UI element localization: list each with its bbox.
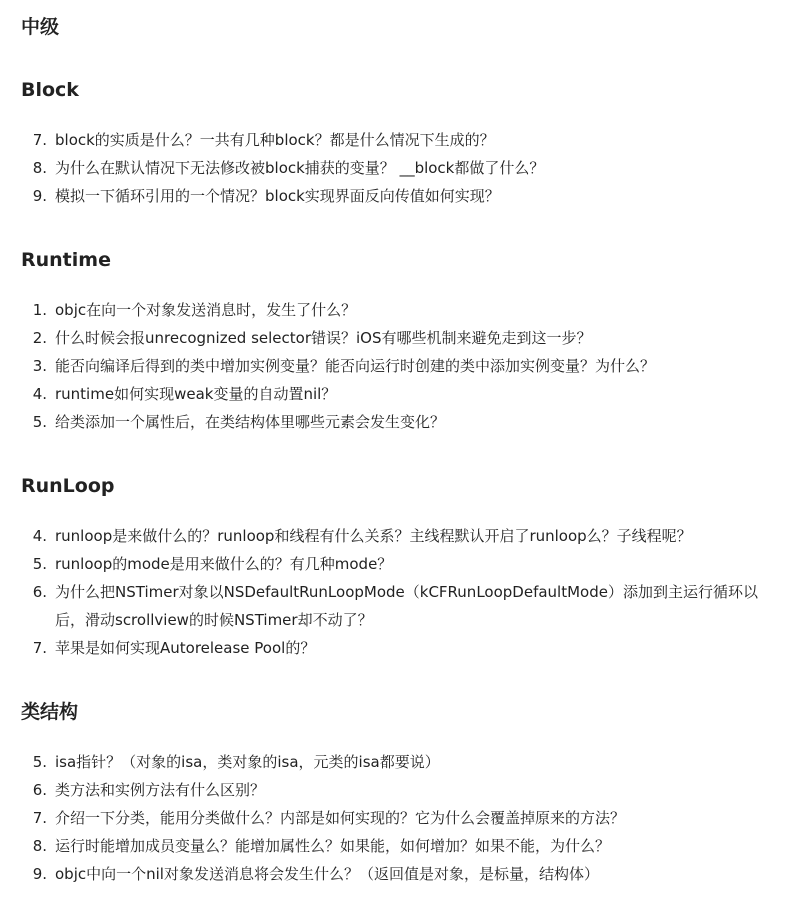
item-number: 8. xyxy=(32,837,47,855)
item-text: runloop的mode是用来做什么的？有几种mode？ xyxy=(55,555,393,573)
item-text: 介绍一下分类，能用分类做什么？内部是如何实现的？它为什么会覆盖掉原来的方法？ xyxy=(55,809,626,827)
item-number: 5. xyxy=(32,753,47,771)
item-text: 给类添加一个属性后，在类结构体里哪些元素会发生变化？ xyxy=(55,413,446,431)
runloop-question-list xyxy=(0,522,793,662)
item-text: block的实质是什么？一共有几种block？都是什么情况下生成的？ xyxy=(55,131,495,149)
list-item xyxy=(0,154,793,182)
item-number: 1. xyxy=(32,301,47,319)
list-item xyxy=(0,634,793,662)
item-number: 9. xyxy=(32,865,47,883)
item-text: runtime如何实现weak变量的自动置nil？ xyxy=(55,385,337,403)
item-number: 7. xyxy=(32,131,47,149)
runtime-question-list xyxy=(0,296,793,436)
item-text: 为什么把NSTimer对象以NSDefaultRunLoopMode（kCFRunLoopDefaultMode）添加到主运行循环以后，滑动scrollview的时候NSTimer却不动了？ xyxy=(55,583,758,629)
item-text: 能否向编译后得到的类中增加实例变量？能否向运行时创建的类中添加实例变量？为什么？ xyxy=(55,357,656,375)
list-item xyxy=(0,182,793,210)
list-item xyxy=(0,126,793,154)
list-item xyxy=(0,550,793,578)
list-item xyxy=(0,748,793,776)
list-item xyxy=(0,296,793,324)
item-number: 8. xyxy=(32,159,47,177)
item-text: 什么时候会报unrecognized selector错误？iOS有哪些机制来避免走到这一步？ xyxy=(55,329,592,347)
item-number: 7. xyxy=(32,639,47,657)
item-number: 6. xyxy=(32,781,47,799)
item-text: isa指针？（对象的isa，类对象的isa，元类的isa都要说） xyxy=(55,753,440,771)
list-item xyxy=(0,860,793,888)
section-title: RunLoop xyxy=(21,475,115,497)
item-text: 为什么在默认情况下无法修改被block捕获的变量？ __block都做了什么？ xyxy=(55,159,545,177)
item-number: 5. xyxy=(32,555,47,573)
list-item xyxy=(0,408,793,436)
item-text: objc中向一个nil对象发送消息将会发生什么？（返回值是对象，是标量，结构体） xyxy=(55,865,599,883)
item-text: 类方法和实例方法有什么区别？ xyxy=(55,781,266,799)
item-number: 4. xyxy=(32,385,47,403)
section-title: Block xyxy=(21,79,79,101)
section-title: Runtime xyxy=(21,249,111,271)
list-item xyxy=(0,522,793,550)
item-number: 5. xyxy=(32,413,47,431)
list-item xyxy=(0,352,793,380)
item-number: 3. xyxy=(32,357,47,375)
class-structure-question-list xyxy=(0,748,793,888)
section-title: 类结构 xyxy=(21,701,79,723)
block-question-list xyxy=(0,126,793,210)
level-title: 中级 xyxy=(21,16,60,38)
item-text: 模拟一下循环引用的一个情况？block实现界面反向传值如何实现？ xyxy=(55,187,500,205)
item-number: 2. xyxy=(32,329,47,347)
list-item xyxy=(0,776,793,804)
item-number: 7. xyxy=(32,809,47,827)
item-number: 9. xyxy=(32,187,47,205)
item-text: 苹果是如何实现Autorelease Pool的？ xyxy=(55,639,316,657)
list-item xyxy=(0,578,793,634)
item-text: 运行时能增加成员变量么？能增加属性么？如果能，如何增加？如果不能，为什么？ xyxy=(55,837,611,855)
item-number: 6. xyxy=(32,583,47,601)
item-text: objc在向一个对象发送消息时，发生了什么？ xyxy=(55,301,357,319)
list-item xyxy=(0,832,793,860)
list-item xyxy=(0,324,793,352)
list-item xyxy=(0,380,793,408)
item-number: 4. xyxy=(32,527,47,545)
list-item xyxy=(0,804,793,832)
item-text: runloop是来做什么的？runloop和线程有什么关系？主线程默认开启了runloop么？子线程呢？ xyxy=(55,527,692,545)
